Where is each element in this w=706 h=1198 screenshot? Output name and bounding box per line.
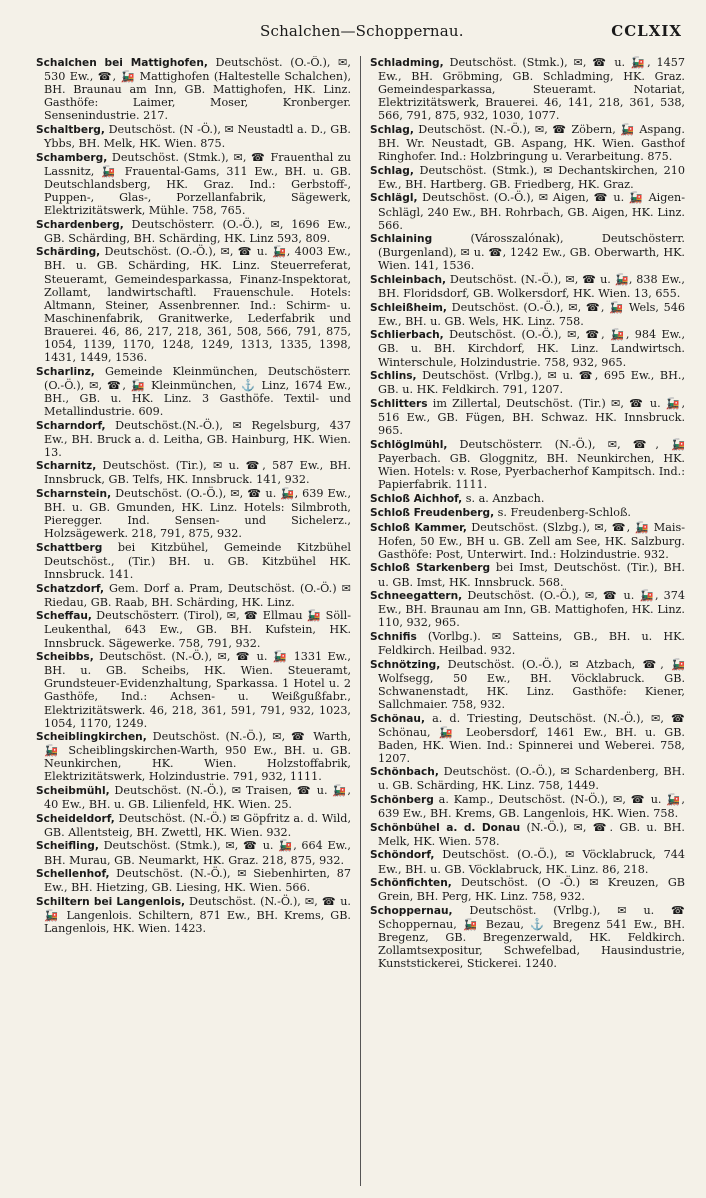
directory-entry [370, 164, 685, 191]
entry-text: Deutschöst. (O.-Ö.), ✉, ☎ u. 🚂, 639 Ew., BH. u. GB. Gmunden, HK. Linz. Hotels: Silmbroth, Pieregger. Ind. Sensen- und Sichelerz., Holzsägewerk. 218, 791, 875, 932. [44, 487, 351, 541]
directory-entry [370, 589, 685, 629]
entry-text: Deutschöst. (N.-Ö.), ✉, ☎ Zöbern, 🚂 Aspang. BH. Wr. Neustadt, GB. Aspang, HK. Wien. Gasthof Ringhofer. Ind.: Holzbringung u. Verarbeitung. 875. [378, 122, 685, 164]
entry-text: (Városszalónak), Deutschösterr. (Burgenland), ✉ u. ☎, 1242 Ew., GB. Oberwarth, HK. Wien. 141, 1536. [378, 232, 685, 273]
entry-place-name: Schneegattern, [370, 590, 463, 603]
directory-entry [370, 301, 685, 328]
directory-entry [370, 191, 685, 231]
entry-place-name: Schlins, [370, 370, 417, 383]
directory-entry [36, 245, 351, 364]
entry-text: Deutschöst. (O.-Ö.), ✉ Aigen, ☎ u. 🚂 Aigen-Schlägl, 240 Ew., BH. Rohrbach, GB. Aigen, HK. Linz. 566. [378, 191, 685, 232]
directory-entry [36, 650, 351, 730]
directory-entry [370, 123, 685, 163]
entry-place-name: Schattberg [36, 541, 103, 554]
entry-text: Deutschöst. (N.-Ö.) ✉ Göpfritz a. d. Wild, GB. Allentsteig, BH. Zwettl, HK. Wien. 932. [44, 811, 351, 839]
entry-place-name: Schönau, [370, 712, 425, 725]
entry-text: Deutschöst. (Vrlbg.), ✉ u. ☎, 695 Ew., BH., GB. u. HK. Feldkirch. 791, 1207. [378, 369, 685, 397]
directory-entry [370, 712, 685, 765]
entry-text: Deutschöst. (N.-Ö.), ✉, ☎ Warth, 🚂 Scheiblingskirchen-Warth, 950 Ew., BH. u. GB. Neunkirchen, HK. Wien. Holzstoffabrik, Elektrizitätswerk, Holzindustrie. 791, 932, 1111. [44, 730, 351, 784]
entry-text: (Vorlbg.). ✉ Satteins, GB., BH. u. HK. Feldkirch. Heilbad. 932. [378, 629, 685, 658]
entry-text: Deutschöst. (O.-Ö.), ✉ Schardenberg, BH. u. GB. Schärding, HK. Linz. 758, 1449. [378, 765, 685, 793]
directory-entry [370, 630, 685, 657]
column-divider [360, 56, 361, 1186]
entry-place-name: Schlitters [370, 397, 428, 410]
entry-place-name: Schönbach, [370, 766, 439, 779]
entry-text: Deutschöst. (Stmk.), ✉ Dechantskirchen, 210 Ew., BH. Hartberg. GB. Friedberg, HK. Graz. [378, 163, 685, 191]
directory-entry [36, 582, 351, 609]
directory-entry [370, 765, 685, 792]
entry-text: bei Imst, Deutschöst. (Tir.), BH. u. GB. Imst, HK. Innsbruck. 568. [378, 561, 685, 589]
entry-text: a. Kamp., Deutschöst. (N-Ö.), ✉, ☎ u. 🚂, 639 Ew., BH. Krems, GB. Langenlois, HK. Wien. 758. [378, 793, 685, 821]
entry-place-name: Schladming, [370, 57, 444, 69]
entry-text: Deutschöst. (Slzbg.), ✉, ☎, 🚂 Mais-Hofen, 50 Ew., BH u. GB. Zell am See, HK. Salzburg. Gasthöfe: Post, Unterwirt. Ind.: Holzindustrie. 932. [378, 520, 685, 561]
directory-entry [370, 232, 685, 272]
directory-entry [36, 487, 351, 540]
entry-text: Deutschöst. (Stmk.), ✉, ☎ Frauenthal zu Lassnitz, 🚂 Frauental-Gams, 311 Ew., BH. u. GB. Deutschlandsberg, HK. Graz. Ind.: Gerbstoff-, Puppen-, Glas-, Porzellanfabrik, Sägewerk, Elektrizitätswerk, Mühle. 758, 765. [44, 150, 351, 218]
entry-place-name: Scheideldorf, [36, 812, 115, 825]
entry-place-name: Schloß Starkenberg [370, 562, 491, 575]
entry-text: bei Kitzbühel, Gemeinde Kitzbühel Deutschöst., (Tir.) BH. u. GB. Kitzbühel HK. Innsbruck. 141. [44, 540, 351, 582]
left-column [36, 56, 351, 1186]
directory-entry [36, 812, 351, 839]
entry-text: Deutschöst. (O.-Ö.), ✉, 530 Ew., ☎, 🚂 Mattighofen (Haltestelle Schalchen), BH. Braunau am Inn, GB. Mattighofen, HK. Linz. Gasthöfe: Laimer, Moser, Kronberger. Sensenindustrie. 217. [44, 56, 351, 123]
entry-columns [36, 56, 686, 1186]
entry-place-name: Schaltberg, [36, 123, 105, 136]
directory-entry [370, 876, 685, 903]
entry-text: Deutschöst. (Vrlbg.), ✉ u. ☎ Schoppernau, 🚂 Bezau, ⚓ Bregenz 541 Ew., BH. Bregenz, GB. Bregenzerwald, HK. Feldkirch. Zollamtsexpositur, Schwefelbad, Hausindustrie, Kunststickerei, Stickerei. 1240. [378, 903, 685, 971]
entry-text: Deutschöst. (O -Ö.) ✉ Kreuzen, GB Grein, BH. Perg, HK. Linz. 758, 932. [378, 876, 685, 904]
entry-text: Deutschöst. (N -Ö.), ✉ Neustadtl a. D., GB. Ybbs, BH. Melk, HK. Wien. 875. [44, 122, 351, 151]
directory-entry [36, 609, 351, 649]
directory-entry [370, 56, 685, 122]
entry-text: Deutschöst. (N.-Ö.), ✉, ☎ u. 🚂, 838 Ew., BH. Floridsdorf, GB. Wolkersdorf, HK. Wien. 13, 655. [378, 273, 685, 301]
entry-place-name: Schiltern bei Langenlois, [36, 895, 186, 908]
directory-entry [370, 793, 685, 820]
entry-place-name: Scharnitz, [36, 460, 97, 473]
entry-place-name: Schloß Freudenberg, [370, 507, 495, 520]
directory-entry [36, 839, 351, 866]
directory-entry [370, 561, 685, 588]
entry-place-name: Scheibbs, [36, 651, 94, 664]
entry-place-name: Schlag, [370, 123, 414, 136]
entry-place-name: Schöndorf, [370, 849, 435, 862]
directory-entry [370, 369, 685, 396]
entry-place-name: Schleißheim, [370, 301, 447, 314]
entry-place-name: Schamberg, [36, 151, 108, 164]
entry-text: Deutschöst. (Tir.), ✉ u. ☎, 587 Ew., BH. Innsbruck, GB. Telfs, HK. Innsbruck. 141, 932. [44, 459, 351, 487]
entry-text: s. a. Anzbach. [462, 491, 545, 505]
entry-place-name: Schlaining [370, 233, 433, 246]
directory-entry [370, 658, 685, 711]
directory-entry [370, 438, 685, 491]
entry-place-name: Scheiblingkirchen, [36, 731, 147, 744]
entry-place-name: Schellenhof, [36, 868, 110, 881]
entry-place-name: Schnötzing, [370, 658, 441, 671]
entry-place-name: Schatzdorf, [36, 582, 104, 595]
entry-place-name: Scheffau, [36, 610, 92, 623]
entry-text: Deutschöst. (N.-Ö.), ✉, ☎ u. 🚂 1331 Ew., BH. u. GB. Scheibs, HK. Wien. Steueramt, Grundsteuer-Evidenzhaltung, Sparkassa. 1 Hotel u. 2 Gasthöfe, Ind.: Achsen- u. Weißgußfabr., Elektrizitätswerk. 46, 218, 361, 591, 791, 932, 1023, 1054, 1170, 1249. [44, 650, 351, 730]
directory-entry [36, 895, 351, 935]
entry-place-name: Scharlinz, [36, 365, 95, 378]
entry-text: Deutschöst.(N.-Ö.), ✉ Regelsburg, 437 Ew., BH. Bruck a. d. Leitha, GB. Hainburg, HK. Wien. 13. [44, 418, 351, 459]
entry-text: Deutschöst. (O.-Ö.), ✉ Vöcklabruck, 744 Ew., BH. u. GB. Vöcklabruck, HK. Linz. 86, 218. [378, 848, 685, 876]
entry-place-name: Schloß Kammer, [370, 521, 467, 534]
directory-entry [36, 730, 351, 783]
entry-place-name: Schlierbach, [370, 329, 444, 342]
directory-entry [370, 848, 685, 875]
entry-place-name: Schloß Aichhof, [370, 492, 463, 505]
entry-text: Deutschöst. (Stmk.), ✉, ☎ u. 🚂, 664 Ew., BH. Murau, GB. Neumarkt, HK. Graz. 218, 875, 932. [44, 839, 351, 867]
entry-place-name: Schärding, [36, 246, 101, 259]
entry-place-name: Schönfichten, [370, 877, 452, 890]
directory-entry [36, 218, 351, 245]
entry-text: Deutschöst. (N.-Ö.), ✉ Siebenhirten, 87 Ew., BH. Hietzing, GB. Liesing, HK. Wien. 566. [44, 867, 351, 895]
entry-text: Deutschösterr. (N.-Ö.), ✉, ☎, 🚂 Payerbach. GB. Gloggnitz, BH. Neunkirchen, HK. Wien. Hotels: v. Rose, Pyerbacherhof Kampitsch. Ind.: Papierfabrik. 1111. [378, 437, 685, 491]
entry-text: Deutschöst. (O.-Ö.), ✉, ☎, 🚂 Wels, 546 Ew., BH. u. GB. Wels, HK. Linz. 758. [378, 300, 685, 328]
page-header [36, 18, 686, 48]
entry-text: (N.-Ö.), ✉, ☎. GB. u. BH. Melk, HK. Wien. 578. [378, 820, 685, 848]
directory-entry [370, 397, 685, 437]
directory-entry [36, 419, 351, 459]
entry-text: Gemeinde Kleinmünchen, Deutschösterr. (O.-Ö.), ✉, ☎, 🚂 Kleinmünchen, ⚓ Linz, 1674 Ew., BH., GB. u. HK. Linz. 3 Gasthöfe. Textil- und Metallindustrie. 609. [44, 364, 351, 418]
directory-entry [370, 904, 685, 970]
entry-place-name: Schlägl, [370, 192, 418, 205]
entry-place-name: Schlag, [370, 164, 414, 177]
entry-text: Deutschöst. (N.-Ö.), ✉, ☎ u. 🚂 Langenlois. Schiltern, 871 Ew., BH. Krems, GB. Langenlois, HK. Wien. 1423. [44, 894, 351, 935]
entry-place-name: Schleinbach, [370, 274, 447, 286]
directory-entry [36, 541, 351, 581]
directory-entry [370, 492, 685, 506]
directory-entry [36, 867, 351, 894]
entry-text: Deutschöst. (N.-Ö.), ✉ Traisen, ☎ u. 🚂, 40 Ew., BH. u. GB. Lilienfeld, HK. Wien. 25. [44, 784, 351, 812]
entry-text: Gem. Dorf a. Pram, Deutschöst. (O.-Ö.) ✉ Riedau, GB. Raab, BH. Schärding, HK. Linz. [44, 581, 351, 609]
entry-place-name: Schnifis [370, 630, 417, 643]
directory-entry [36, 123, 351, 150]
directory-entry [370, 328, 685, 368]
entry-text: Deutschösterr. (Tirol), ✉, ☎ Ellmau 🚂 Söll-Leukenthal, 643 Ew., GB. BH. Kufstein, HK. Innsbruck. Sägewerke. 758, 791, 932. [44, 609, 351, 650]
entry-text: Deutschöst. (O.-Ö.), ✉ Atzbach, ☎, 🚂 Wolfsegg, 50 Ew., BH. Vöcklabruck. GB. Schwanenstadt, HK. Linz. Gasthöfe: Kiener, Sallchmaier. 758, 932. [378, 657, 685, 711]
entry-text: Deutschöst. (O.-Ö.), ✉, ☎, 🚂, 984 Ew., GB. u. BH. Kirchdorf, HK. Linz. Landwirtsch. Winterschule, Holzindustrie. 758, 932, 965. [378, 328, 685, 369]
directory-entry [370, 821, 685, 848]
entry-text: Deutschöst. (O.-Ö.), ✉, ☎ u. 🚂, 374 Ew., BH. Braunau am Inn, GB. Mattighofen, HK. Linz. 110, 932, 965. [378, 589, 685, 630]
page-number: CCLXIX [611, 22, 682, 40]
entry-text: Deutschöst. (Stmk.), ✉, ☎ u. 🚂, 1457 Ew., BH. Gröbming, GB. Schladming, HK. Graz. Gemeindesparkassa, Steueramt. Notariat, Elektrizitätswerk, Brauerei. 46, 141, 218, 361, 538, 566, 791, 875, 932, 1030, 1077. [378, 56, 685, 123]
directory-entry [370, 506, 685, 520]
entry-place-name: Scharnstein, [36, 488, 112, 500]
entry-place-name: Scheifling, [36, 840, 99, 853]
entry-place-name: Scharndorf, [36, 419, 106, 432]
entry-place-name: Schönberg [370, 794, 434, 807]
entry-place-name: Schlöglmühl, [370, 438, 448, 451]
entry-place-name: Schardenberg, [36, 218, 124, 231]
entry-place-name: Schalchen bei Mattighofen, [36, 57, 208, 69]
entry-text: Deutschösterr. (O.-Ö.), ✉, 1696 Ew., GB. Schärding, BH. Schärding, HK. Linz 593, 809. [44, 217, 351, 245]
directory-entry [36, 151, 351, 217]
directory-entry [36, 784, 351, 811]
right-column [370, 56, 685, 1186]
directory-entry [370, 273, 685, 300]
running-title: Schalchen—Schoppernau. [260, 22, 464, 40]
entry-place-name: Schönbühel a. d. Donau [370, 821, 521, 834]
entry-text: s. Freudenberg-Schloß. [494, 506, 631, 520]
entry-place-name: Schoppernau, [370, 904, 453, 917]
entry-place-name: Scheibmühl, [36, 785, 110, 798]
entry-text: a. d. Triesting, Deutschöst. (N.-Ö.), ✉, ☎ Schönau, 🚂 Leobersdorf, 1461 Ew., BH. u. GB. Baden, HK. Wien. Ind.: Spinnerei und Weberei. 758, 1207. [378, 711, 685, 765]
directory-entry [36, 459, 351, 486]
directory-entry [370, 521, 685, 561]
directory-entry [36, 365, 351, 418]
directory-entry [36, 56, 351, 122]
entry-text: Deutschöst. (O.-Ö.), ✉, ☎ u. 🚂, 4003 Ew., BH. u. GB. Schärding, HK. Linz. Steuerreferat, Steueramt, Gemeindesparkassa, Finanz-Inspektorat, Zollamt, landwirtschaftl. Frauenschule. Hotels: Altmann, Steiner, Assenbrenner. Ind.: Schirm- u. Maschinenfabrik, Granitwerke, Lederfabrik und Brauerei. 46, 86, 217, 218, 361, 508, 566, 791, 875, 1054, 1139, 1170, 1248, 1249, 1313, 1335, 1398, 1431, 1449, 1536. [44, 245, 351, 365]
entry-text: im Zillertal, Deutschöst. (Tir.) ✉, ☎ u. 🚂, 516 Ew., GB. Fügen, BH. Schwaz. HK. Innsbruck. 965. [378, 396, 685, 438]
